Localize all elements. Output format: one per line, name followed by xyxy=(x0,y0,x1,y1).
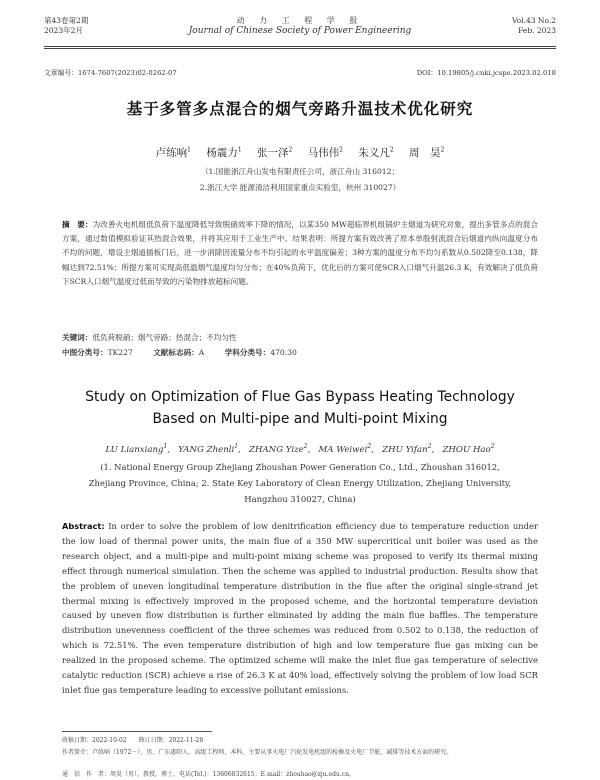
title-en-line: Based on Multi-pipe and Multi-point Mixing xyxy=(152,411,448,427)
date-en: Feb. 2023 xyxy=(518,26,556,35)
abstract-en xyxy=(62,519,538,698)
author-en: YANG Zhenli$^1$ xyxy=(178,443,239,455)
author-en: LU Lianxiang$^1$ xyxy=(105,443,168,455)
author-cn: 马伟伟$^2$ xyxy=(307,146,343,159)
affiliation-cn-2: 2.浙江大学 能源清洁利用国家重点实验室，杭州 310027） xyxy=(199,183,401,192)
header-right xyxy=(512,16,556,36)
running-header xyxy=(44,14,556,44)
header-center xyxy=(44,16,556,36)
affiliation-en-2: Zhejiang Province, China; 2. State Key Laboratory of Clean Energy Utilization, Zhejiang University, xyxy=(88,478,512,488)
abstract-cn-label: 摘 要： xyxy=(62,220,93,229)
author-en: ZHU Yifan$^2$ xyxy=(382,443,432,455)
journal-cn: 动 力 工 程 学 报 xyxy=(236,16,364,25)
article-id: 文章编号：1674-7607(2023)02-0262-07 xyxy=(44,69,177,77)
title-cn: 基于多管多点混合的烟气旁路升温技术优化研究 xyxy=(126,99,474,118)
abstract-cn-text: 为改善火电机组低负荷下温度降低导致脱硝效率下降的情况，以某350 MW超临界机组锅炉主烟道为研究对象，提出多管多点的混合方案，通过数值模拟验证其热混合效果，并将其应用于工业生产中。结果表明：所提方案有效改善了原本单股射流混合后烟道内纵向温度分布不均的问题，增设主烟道插板门后，进一步消除因流量分布不均引起的水平温度偏差；3种方案的温度分布不均匀系数从0.502降至0.138，降幅达到72.51%；所提方案可实现高低温烟气温度均匀分布；在40%负荷下，优化后的方案可使SCR入口烟气升温26.3 K，有效解决了低负荷下SCR入口烟气温度过低而导致的污染物排放超标问题。 xyxy=(62,220,539,286)
author-cn: 周 昊$^2$ xyxy=(409,146,445,159)
footnote-author-bio: 作者简介：卢练响（1972－），男，广东惠阳人，高级工程师，本科，主要从事火电厂汽轮发电机组的检修及火电厂节能、减排等技术方面的研究。 xyxy=(62,749,453,756)
abstract-en-text: In order to solve the problem of low denitrification efficiency due to temperature reduction under the low load of thermal power units, the main flue of a 350 MW supercritical unit boiler was used as the research object, and a multi-pipe and multi-point mixing scheme was proposed to verify its thermal mixing effect through numerical simulation. Then the scheme was applied to industrial production. Results show that the problem of uneven longitudinal temperature distribution in the flue after the original single-strand jet thermal mixing is effectively improved in the proposed scheme, and the horizontal temperature deviation caused by uneven flow distribution is further eliminated by adding the main flue baffles. The temperature distribution unevenness coefficient of the three schemes was reduced from 0.502 to 0.138, the reduction of which is 72.51%. The even temperature distribution of high and low temperature flue gas mixing can be realized in the proposed scheme. The optimized scheme will make the inlet flue gas temperature of selective catalytic reduction (SCR) achieve a rise of 26.3 K at 40% load, effectively solving the problem of low load SCR inlet flue gas temperature leading to excessive pollutant emissions. xyxy=(62,521,538,695)
author-en: ZHANG Yize$^2$ xyxy=(249,443,308,455)
date-cn: 2023年2月 xyxy=(44,26,83,35)
keywords-cn-text: 低负荷脱硝；烟气旁路；热混合；不均匀性 xyxy=(92,333,237,342)
document-code: 文献标志码：A xyxy=(153,348,205,357)
clc-number: 中图分类号：TK227 xyxy=(62,348,133,357)
footnote-received: 收稿日期：2022-10-02 修订日期：2022-11-28 xyxy=(62,737,204,744)
affiliation-en-3: Hangzhou 310027, China) xyxy=(244,494,356,504)
author-cn: 卢练响$^1$ xyxy=(155,146,191,159)
affiliation-cn-1: （1.国能浙江舟山发电有限责任公司，浙江舟山 316012； xyxy=(200,167,400,176)
vol-en: Vol.43 No.2 xyxy=(511,16,556,25)
authors-en: LU Lianxiang$^1$, YANG Zhenli$^1$, ZHANG Yize$^2$, MA Weiwei$^2$, ZHU Yifan$^2$, ZHOU Hao$^2$ xyxy=(105,443,495,455)
authors-cn xyxy=(0,145,600,160)
author-en: MA Weiwei$^2$ xyxy=(318,443,372,455)
footnote-rule xyxy=(62,731,212,732)
author-en: ZHOU Hao$^2$ xyxy=(442,443,495,455)
journal-en: Journal of Chinese Society of Power Engineering xyxy=(188,26,412,36)
footnote-corresponding: 通 信 作 者：周昊（男），教授，博士，电话(Tel.)：13606832615；E-mail：zhouhao@zju.edu.cn。 xyxy=(62,771,355,778)
subject-code: 学科分类号：470.30 xyxy=(224,348,297,357)
author-cn: 张一泽$^2$ xyxy=(257,146,293,159)
title-en xyxy=(0,386,600,430)
title-en-line: Study on Optimization of Flue Gas Bypass Heating Technology xyxy=(85,389,515,405)
abstract-cn xyxy=(62,218,538,289)
doi-link[interactable]: DOI：10.19805/j.cnki.jcspe.2023.02.018 xyxy=(416,69,556,77)
issue-cn: 第43卷第2期 xyxy=(44,16,89,25)
author-cn: 朱义凡$^2$ xyxy=(358,146,394,159)
affiliation-en-1: (1. National Energy Group Zhejiang Zhoushan Power Generation Co., Ltd., Zhoushan 316012, xyxy=(100,462,500,472)
author-cn: 杨震力$^1$ xyxy=(206,146,242,159)
classification-cn xyxy=(62,347,538,358)
keywords-cn xyxy=(62,332,538,343)
keywords-cn-label: 关键词： xyxy=(62,333,93,342)
header-rule xyxy=(44,46,556,49)
abstract-en-label: Abstract: xyxy=(62,521,105,531)
